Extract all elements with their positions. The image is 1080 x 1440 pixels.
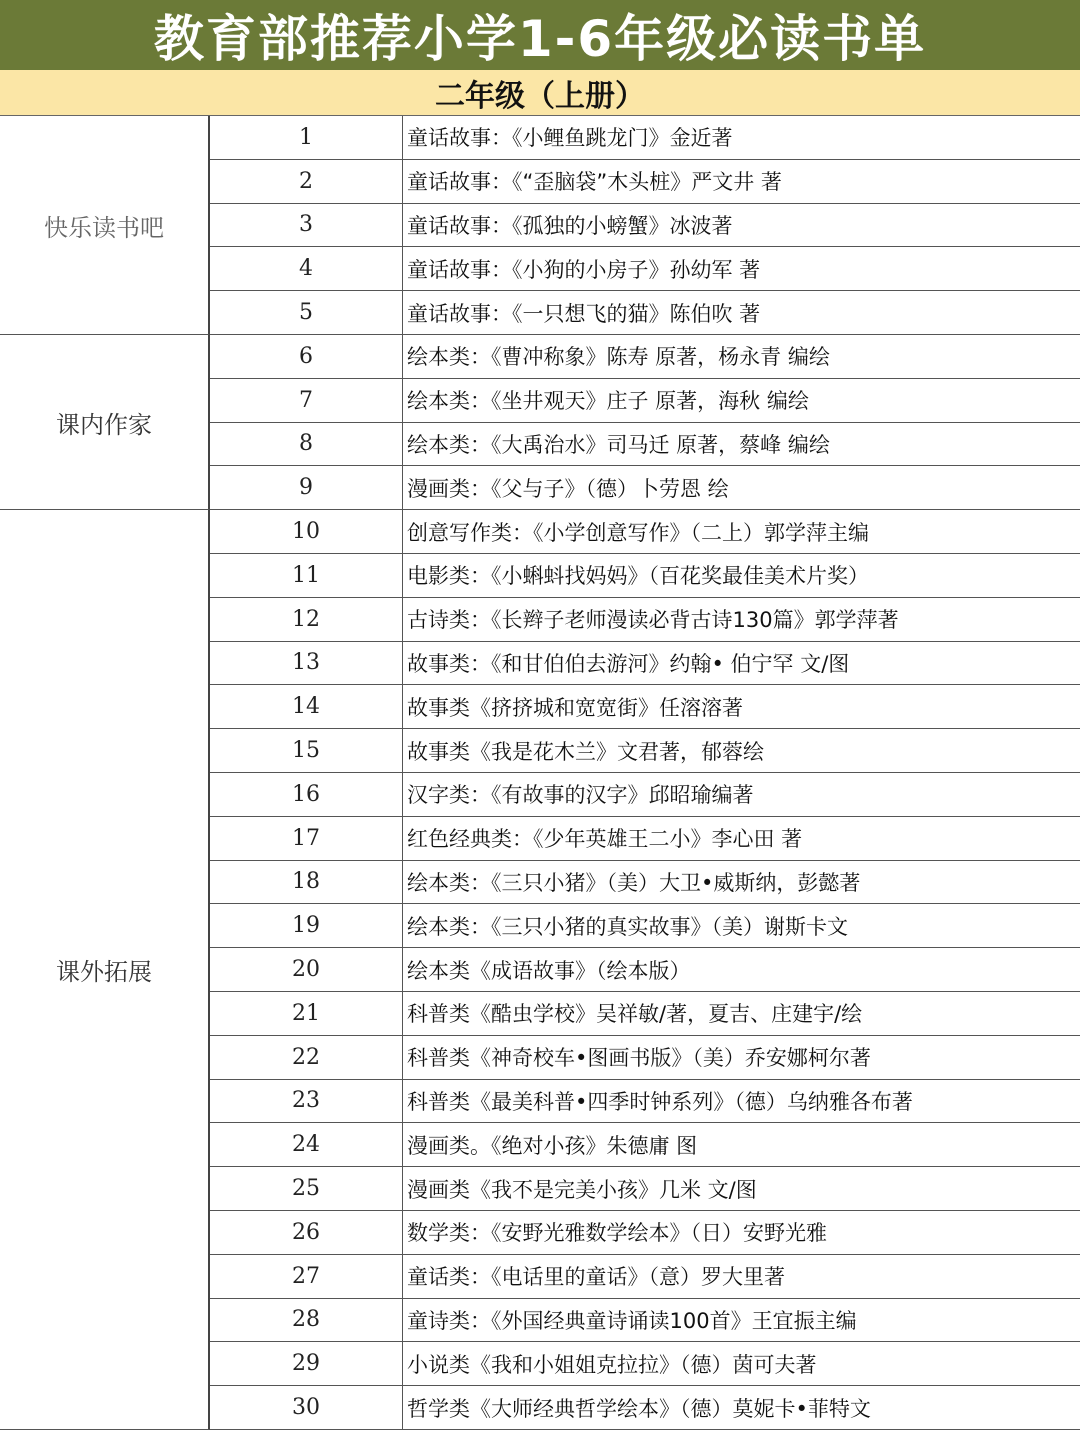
book-entry: 红色经典类：《少年英雄王二小》李心田 著 — [407, 827, 803, 852]
table-row — [210, 992, 1080, 1036]
book-entry: 绘本类：《曹冲称象》陈寿 原著，杨永青 编绘 — [407, 345, 830, 370]
row-number: 6 — [210, 335, 403, 378]
table-row — [210, 423, 1080, 467]
book-entry: 汉字类：《有故事的汉字》邱昭瑜编著 — [407, 783, 754, 808]
book-entry: 童话故事：《孤独的小螃蟹》冰波著 — [407, 213, 733, 238]
row-number: 15 — [210, 729, 403, 772]
row-number: 2 — [210, 160, 403, 203]
table-row — [210, 948, 1080, 992]
book-entry: 童话类：《电话里的童话》（意）罗大里著 — [407, 1265, 785, 1290]
book-entry: 童诗类：《外国经典童诗诵读100首》王宜振主编 — [407, 1308, 857, 1333]
row-number: 17 — [210, 817, 403, 860]
book-entry: 绘本类：《坐井观天》庄子 原著，海秋 编绘 — [407, 389, 809, 414]
row-number: 18 — [210, 861, 403, 904]
table-row — [210, 204, 1080, 248]
book-entry: 童话故事：《小鲤鱼跳龙门》金近著 — [407, 126, 733, 151]
row-number: 5 — [210, 291, 403, 334]
table-row — [210, 598, 1080, 642]
row-number: 12 — [210, 598, 403, 641]
book-entry: 漫画类。《绝对小孩》朱德庸 图 — [407, 1133, 698, 1158]
row-number: 22 — [210, 1036, 403, 1079]
table-row — [210, 904, 1080, 948]
row-number: 29 — [210, 1342, 403, 1385]
grade-subtitle: 二年级（上册） — [0, 70, 1080, 116]
book-entry: 漫画类《我不是完美小孩》几米 文/图 — [407, 1177, 757, 1202]
table-row — [210, 1342, 1080, 1386]
book-entry: 绘本类：《大禹治水》司马迁 原著，蔡峰 编绘 — [407, 432, 830, 457]
book-entry: 故事类《我是花木兰》文君著，郁蓉绘 — [407, 739, 764, 764]
table-row — [210, 685, 1080, 729]
row-number: 3 — [210, 204, 403, 247]
book-entry: 故事类：《和甘伯伯去游河》约翰• 伯宁罕 文/图 — [407, 651, 850, 676]
category-cell: 课内作家 — [0, 335, 210, 510]
row-number: 1 — [210, 116, 403, 159]
row-number: 14 — [210, 685, 403, 728]
book-entry: 小说类《我和小姐姐克拉拉》（德）茵可夫著 — [407, 1352, 817, 1377]
book-entry: 科普类《神奇校车•图画书版》（美）乔安娜柯尔著 — [407, 1046, 871, 1071]
row-number: 26 — [210, 1211, 403, 1254]
table-row — [210, 291, 1080, 335]
row-number: 24 — [210, 1123, 403, 1166]
book-entry: 科普类《酷虫学校》吴祥敏/著，夏吉、庄建宇/绘 — [407, 1002, 863, 1027]
category-cell: 快乐读书吧 — [0, 116, 210, 335]
book-entry: 童话故事：《一只想飞的猫》陈伯吹 著 — [407, 301, 761, 326]
table-row — [210, 466, 1080, 510]
row-number: 7 — [210, 379, 403, 422]
table-row — [210, 817, 1080, 861]
book-entry: 古诗类：《长辫子老师漫读必背古诗130篇》郭学萍著 — [407, 608, 899, 633]
row-number: 16 — [210, 773, 403, 816]
book-entry: 数学类：《安野光雅数学绘本》（日）安野光雅 — [407, 1221, 827, 1246]
row-number: 25 — [210, 1167, 403, 1210]
table-row — [210, 379, 1080, 423]
table-row — [210, 247, 1080, 291]
book-entry: 故事类《挤挤城和宽宽街》任溶溶著 — [407, 695, 743, 720]
table-row — [210, 1299, 1080, 1343]
table-row — [210, 729, 1080, 773]
book-entry: 绘本类：《三只小猪》（美）大卫•威斯纳，彭懿著 — [407, 870, 861, 895]
row-number: 28 — [210, 1299, 403, 1342]
table-row — [210, 1036, 1080, 1080]
row-number: 27 — [210, 1255, 403, 1298]
table-row — [210, 160, 1080, 204]
book-entry: 绘本类《成语故事》（绘本版） — [407, 958, 691, 983]
category-cell: 课外拓展 — [0, 510, 210, 1430]
row-number: 9 — [210, 466, 403, 509]
book-entry: 童话故事：《小狗的小房子》孙幼军 著 — [407, 257, 761, 282]
row-number: 23 — [210, 1080, 403, 1123]
row-number: 4 — [210, 247, 403, 290]
book-entry: 电影类：《小蝌蚪找妈妈》（百花奖最佳美术片奖） — [407, 564, 869, 589]
table-row — [210, 335, 1080, 379]
table-row — [210, 116, 1080, 160]
table-row — [210, 510, 1080, 554]
row-number: 19 — [210, 904, 403, 947]
page-title: 教育部推荐小学1-6年级必读书单 — [0, 0, 1080, 70]
book-entry: 绘本类：《三只小猪的真实故事》（美）谢斯卡文 — [407, 914, 848, 939]
row-number: 21 — [210, 992, 403, 1035]
table-row — [210, 773, 1080, 817]
table-row — [210, 1386, 1080, 1430]
book-entry: 童话故事：《“歪脑袋”木头桩》严文井 著 — [407, 170, 782, 195]
table-row — [210, 642, 1080, 686]
table-row — [210, 1167, 1080, 1211]
book-entry: 漫画类：《父与子》（德）卜劳恩 绘 — [407, 476, 729, 501]
row-number: 10 — [210, 510, 403, 553]
row-number: 13 — [210, 642, 403, 685]
table-row — [210, 861, 1080, 905]
book-entry: 哲学类《大师经典哲学绘本》（德）莫妮卡•菲特文 — [407, 1396, 871, 1421]
table-row — [210, 1123, 1080, 1167]
row-number: 8 — [210, 423, 403, 466]
row-number: 20 — [210, 948, 403, 991]
table-row — [210, 1255, 1080, 1299]
table-row — [210, 1211, 1080, 1255]
row-number: 30 — [210, 1386, 403, 1429]
book-entry: 科普类《最美科普•四季时钟系列》（德）乌纳雅各布著 — [407, 1089, 913, 1114]
book-entry: 创意写作类：《小学创意写作》（二上）郭学萍主编 — [407, 520, 869, 545]
table-row — [210, 1080, 1080, 1124]
table-row — [210, 554, 1080, 598]
row-number: 11 — [210, 554, 403, 597]
